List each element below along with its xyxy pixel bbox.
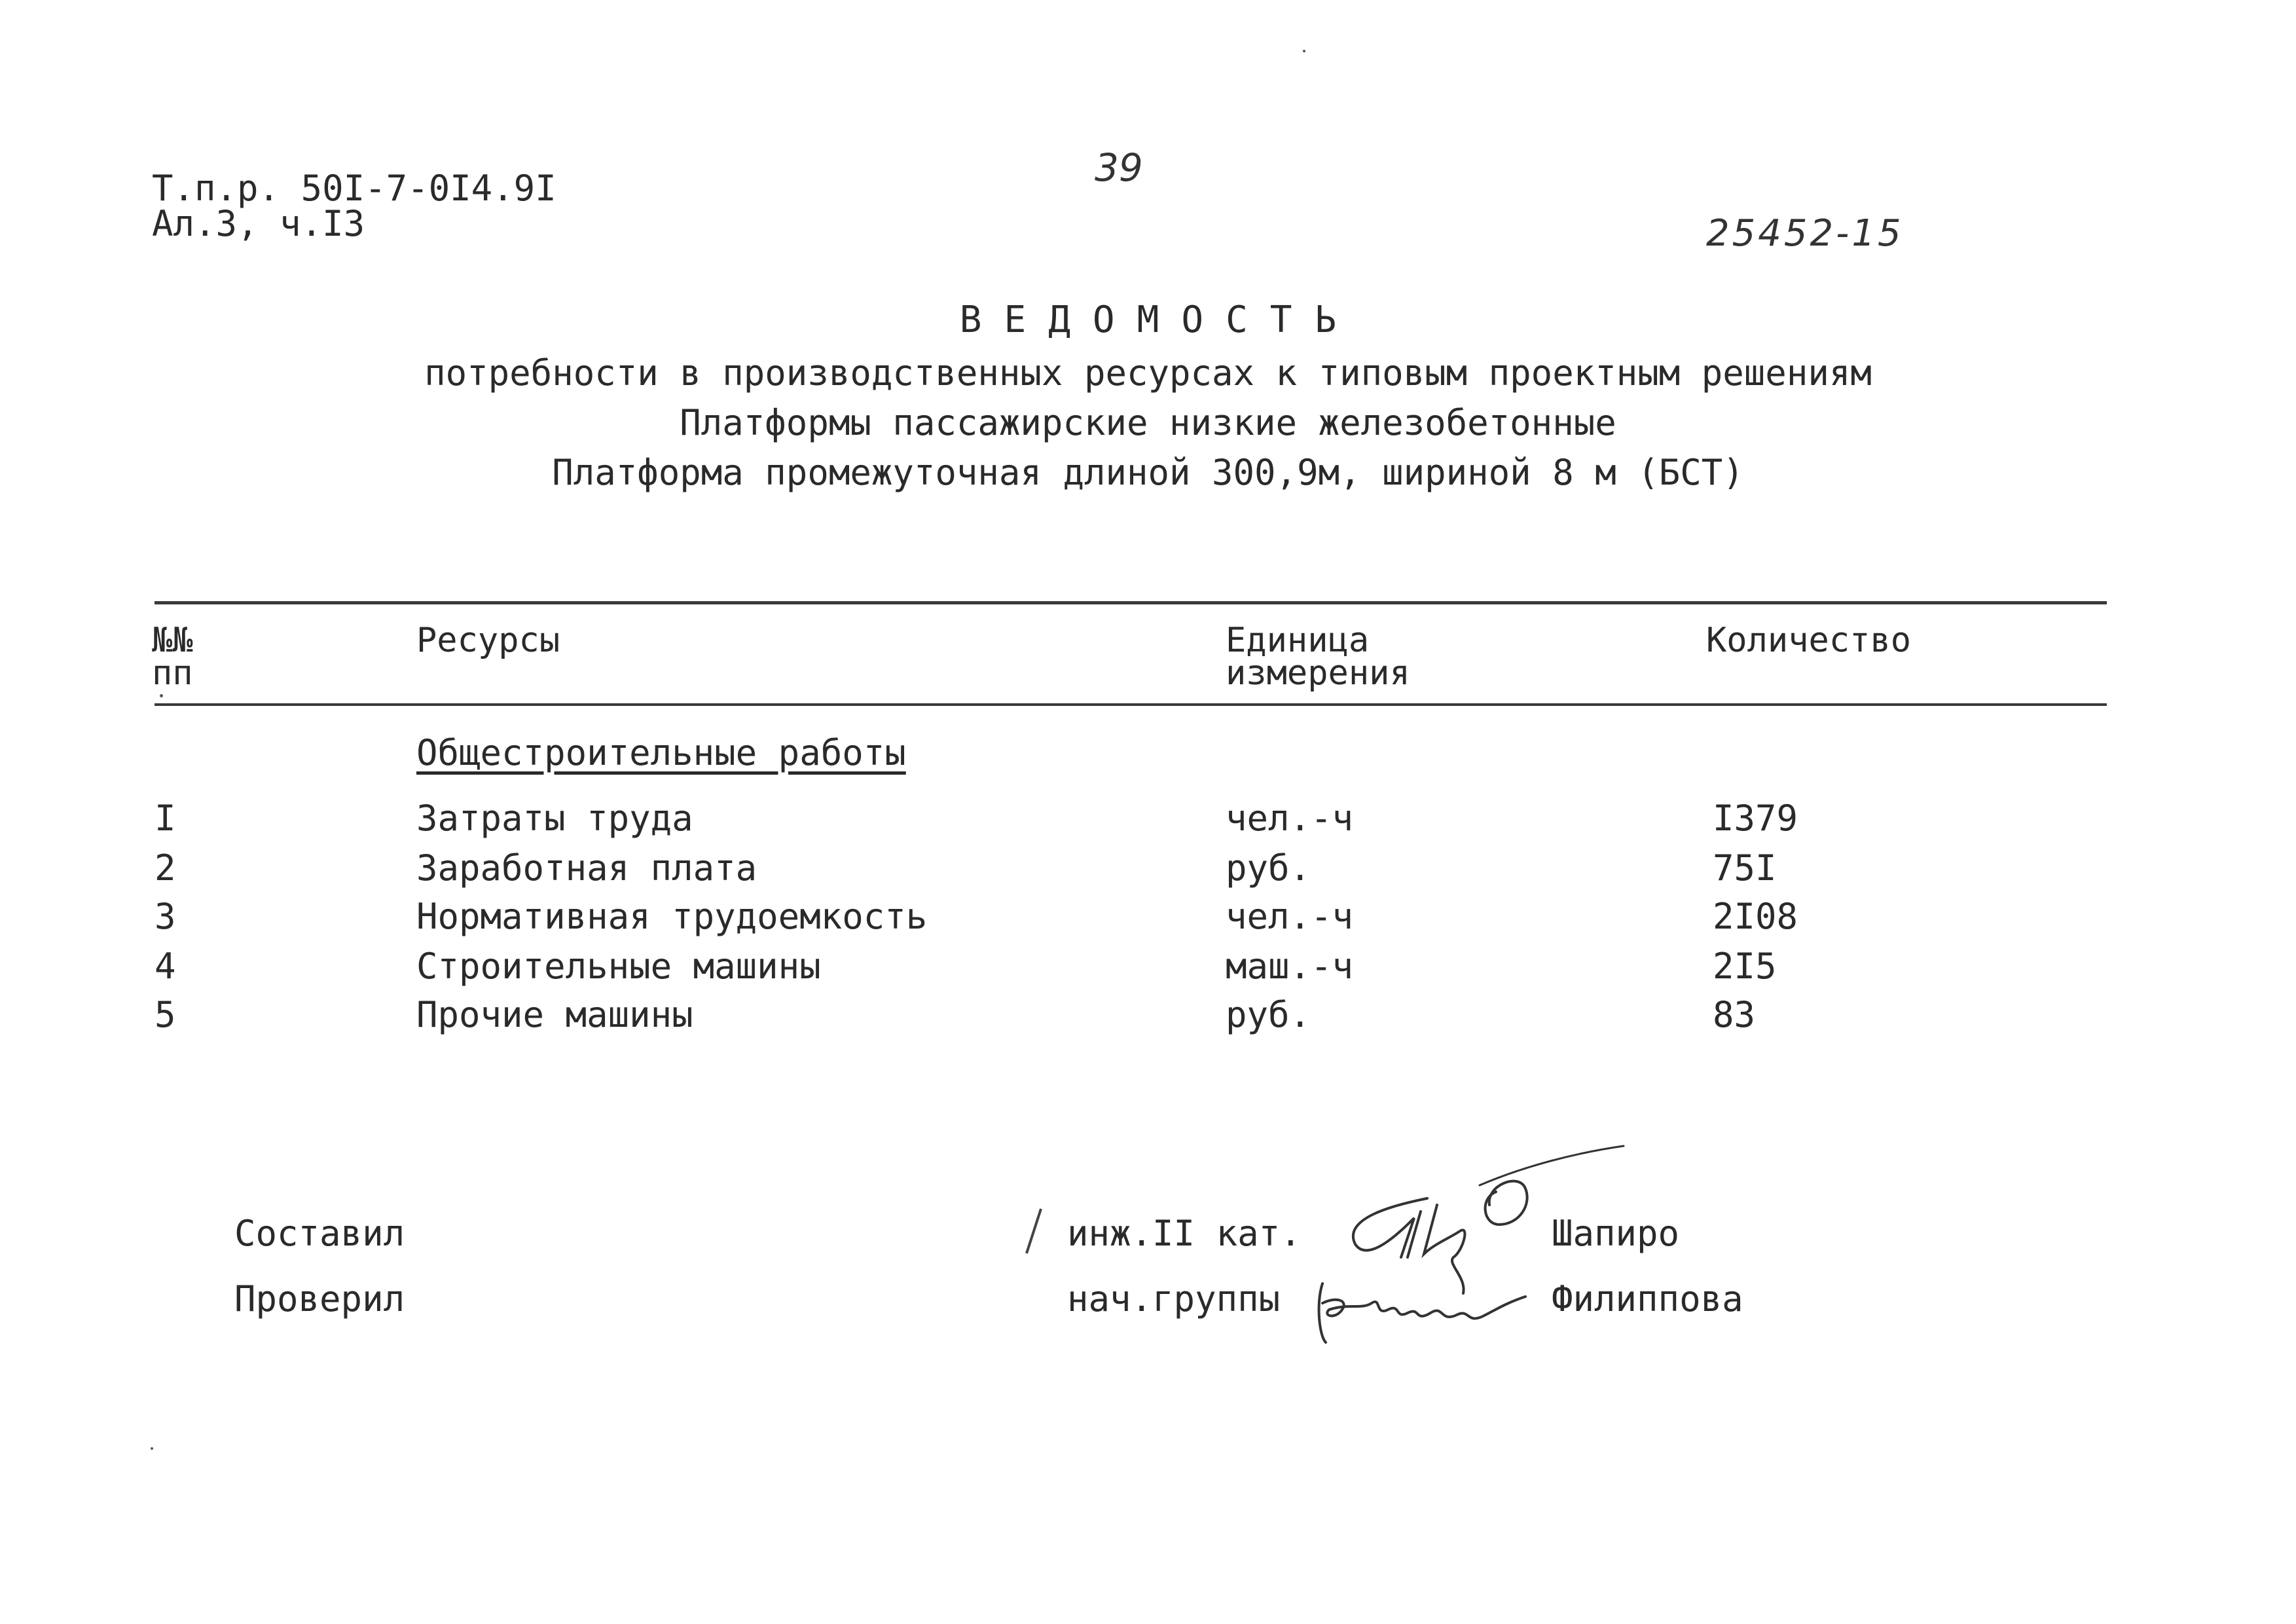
section-title: Общестроительные работы: [416, 732, 906, 773]
table-top-rule: [155, 601, 2107, 604]
inventory-number: 25452-15: [1706, 212, 1904, 255]
header-no-line2: пп: [152, 654, 193, 693]
row-quantity: 83: [1713, 994, 1756, 1035]
header-quantity: Количество: [1706, 621, 1912, 660]
title-line-1: потребности в производственных ресурсах к типовым проектным решениям: [424, 352, 1872, 394]
row-resource: Прочие машины: [416, 994, 693, 1035]
row-quantity: 2I5: [1713, 946, 1777, 987]
header-no-dot: [160, 694, 163, 697]
signature-filippova-icon: [1309, 1264, 1545, 1362]
row-number: 3: [155, 896, 176, 937]
row-resource: Затраты труда: [416, 798, 693, 839]
row-number: 2: [155, 847, 176, 889]
row-unit: чел.-ч: [1226, 896, 1354, 937]
title-line-2: Платформы пассажирские низкие железобетонные: [680, 402, 1616, 443]
page-number: 39: [1095, 145, 1143, 190]
scan-speck: [151, 1447, 153, 1450]
row-quantity: I379: [1713, 798, 1798, 839]
scan-speck: [1303, 50, 1305, 52]
checked-label: Проверил: [234, 1278, 405, 1320]
row-unit: руб.: [1226, 847, 1311, 889]
row-quantity: 2I08: [1713, 896, 1798, 937]
row-quantity: 75I: [1713, 847, 1777, 889]
table-header-rule: [155, 703, 2107, 706]
title-line-3: Платформа промежуточная длиной 300,9м, шириной 8 м (БСТ): [552, 452, 1744, 493]
compiled-name: Шапиро: [1552, 1213, 1680, 1254]
row-unit: маш.-ч: [1226, 946, 1354, 987]
header-resources: Ресурсы: [416, 621, 560, 660]
document-heading: ВЕДОМОСТЬ: [959, 299, 1359, 341]
row-unit: руб.: [1226, 994, 1311, 1035]
row-resource: Строительные машины: [416, 946, 821, 987]
header-unit-line2: измерения: [1226, 654, 1410, 693]
checked-position: нач.группы: [1067, 1278, 1281, 1320]
row-number: I: [155, 798, 176, 839]
compiled-label: Составил: [234, 1213, 405, 1254]
row-number: 5: [155, 994, 176, 1035]
header-unit-line1: Единица: [1226, 621, 1370, 660]
compiled-position: инж.II кат.: [1067, 1213, 1302, 1254]
row-number: 4: [155, 946, 176, 987]
checked-name: Филиппова: [1552, 1278, 1743, 1320]
row-resource: Нормативная трудоемкость: [416, 896, 928, 937]
document-reference: Т.п.р. 50I-7-0I4.9I: [152, 168, 556, 209]
tick-mark-icon: [1021, 1205, 1048, 1257]
row-unit: чел.-ч: [1226, 798, 1354, 839]
row-resource: Заработная плата: [416, 847, 757, 889]
header-no-line1: №№: [152, 621, 193, 660]
album-reference: Ал.3, ч.I3: [152, 203, 365, 244]
